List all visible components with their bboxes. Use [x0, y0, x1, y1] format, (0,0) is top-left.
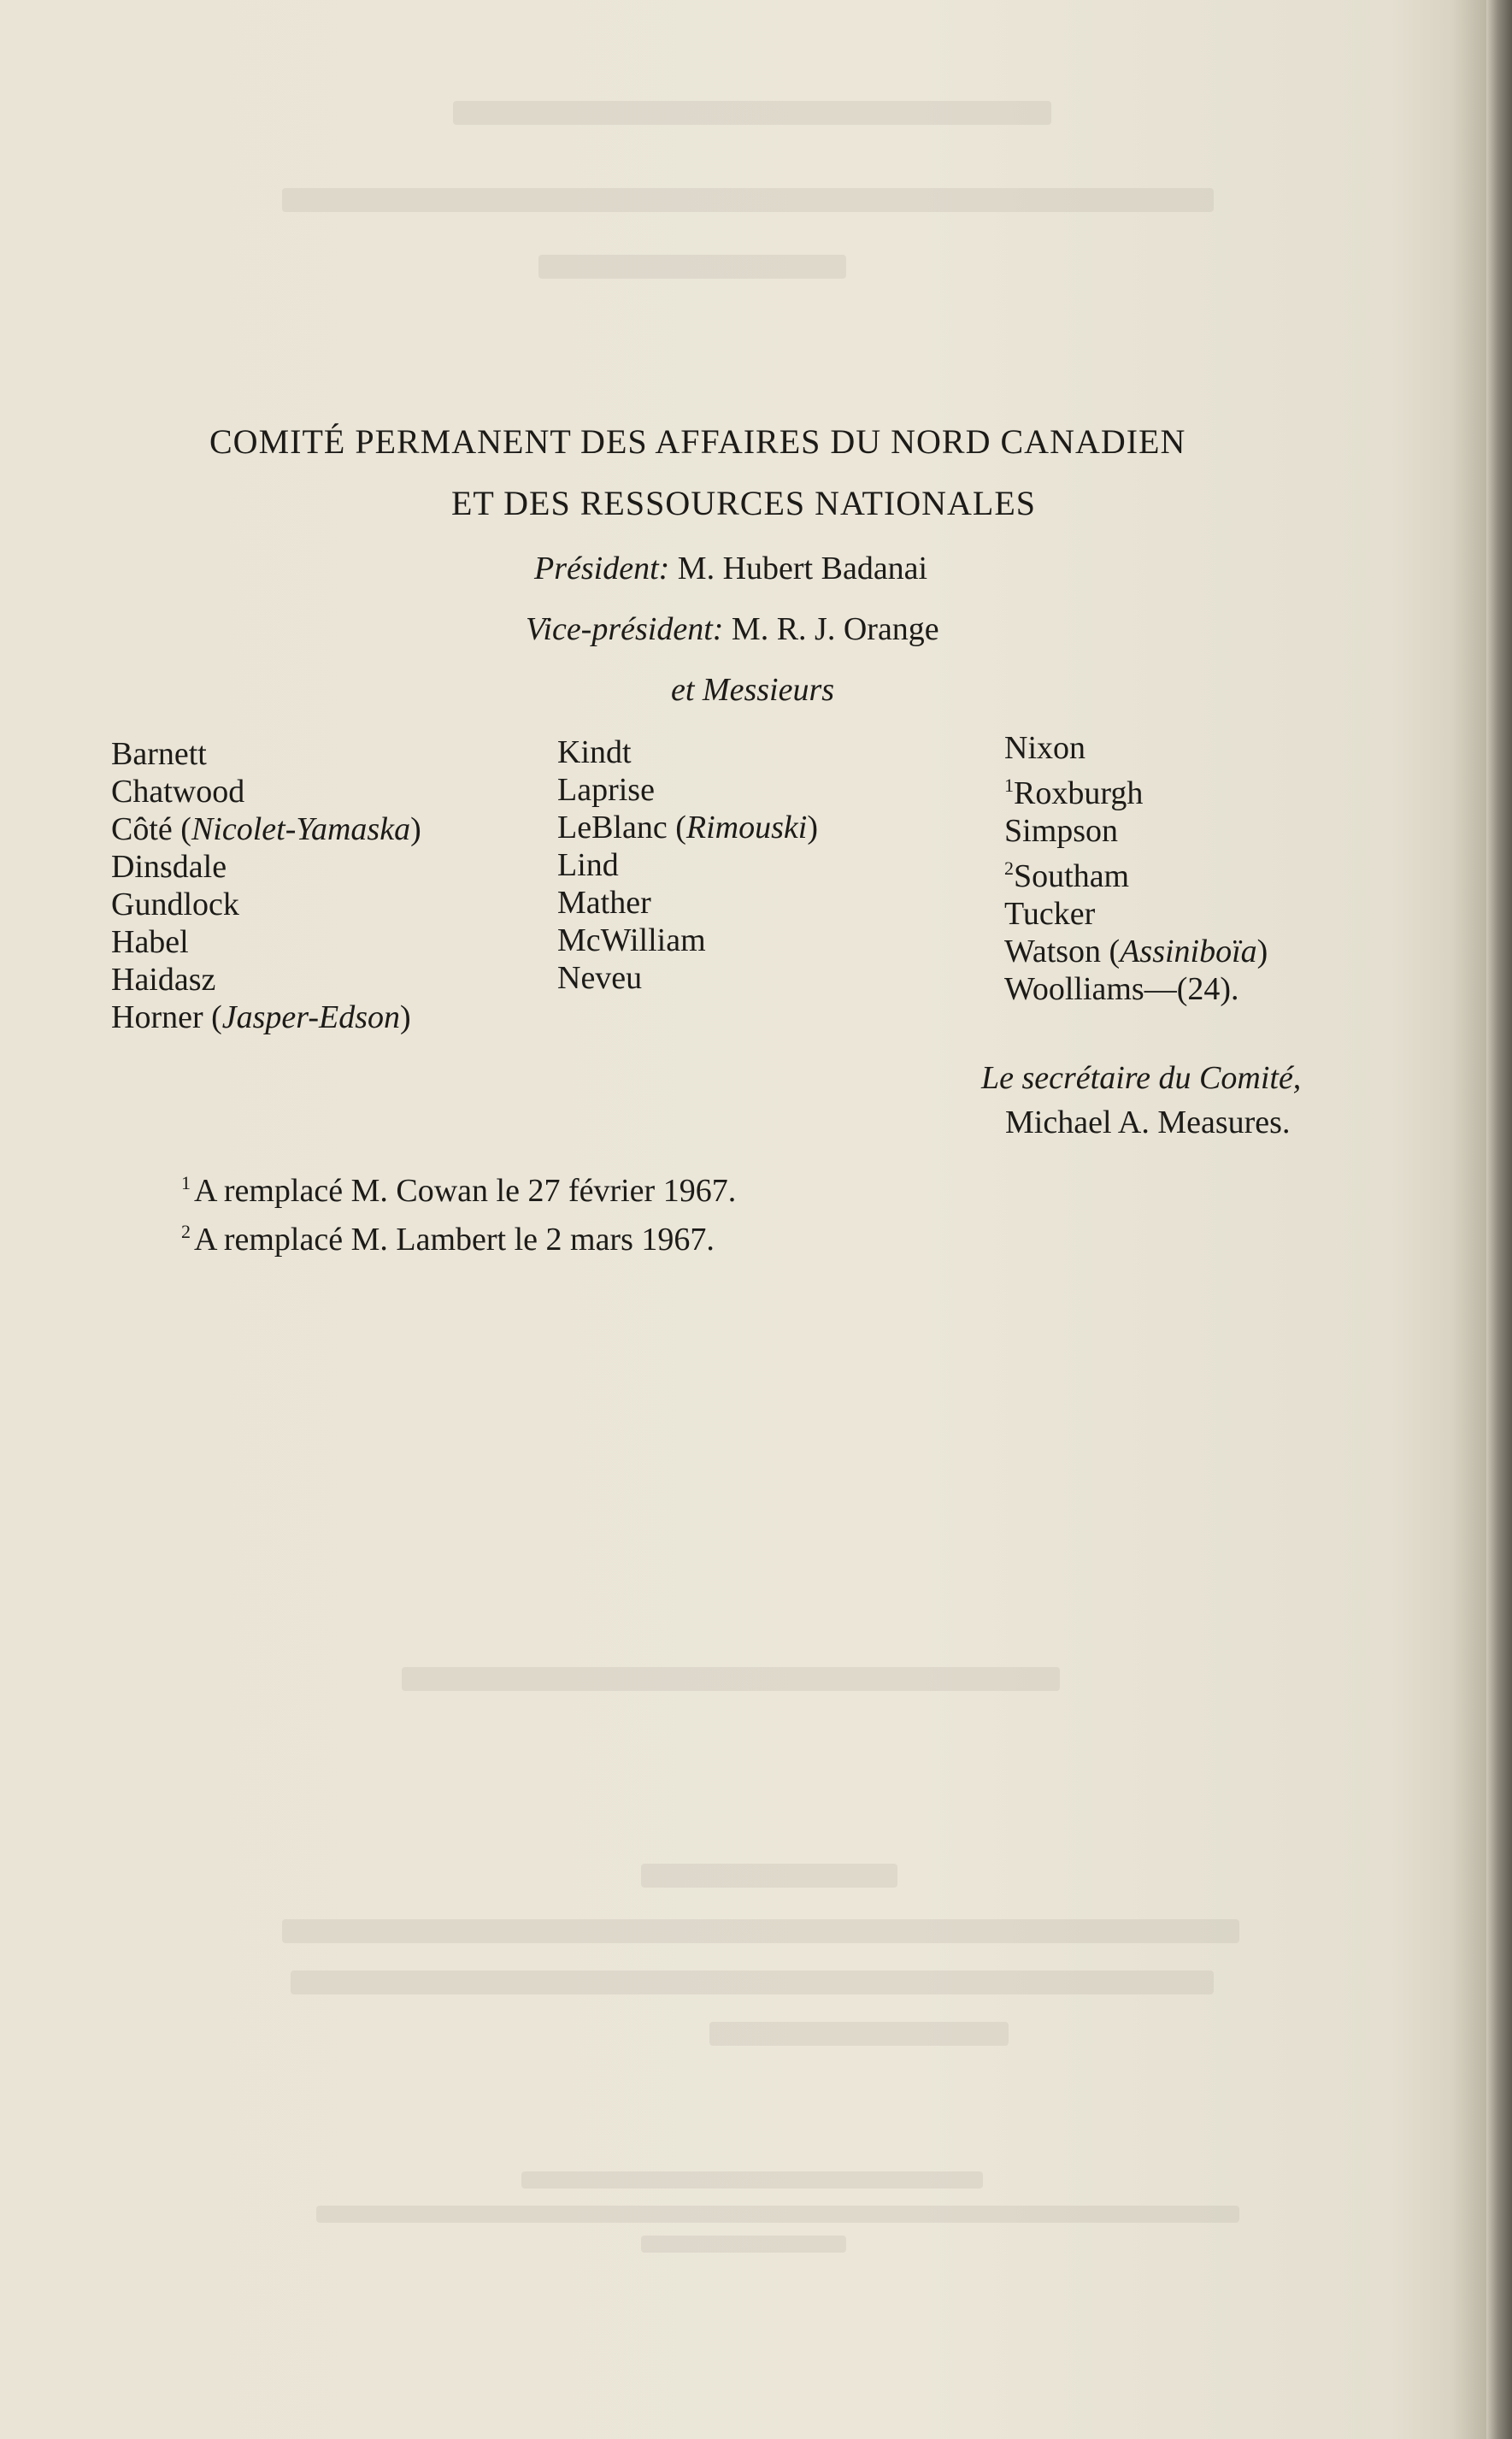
member-riding: Nicolet-Yamaska — [191, 811, 411, 847]
member-name — [1004, 812, 1268, 850]
member-surname: Watson — [1004, 934, 1102, 969]
member-name: Watson (Assiniboïa) — [1004, 934, 1268, 969]
member-name — [1004, 767, 1268, 812]
member-name — [1004, 850, 1268, 895]
member-name — [111, 923, 421, 961]
member-surname: LeBlanc — [557, 810, 668, 845]
footnote-mark: 1 — [1004, 775, 1014, 796]
member-riding: Rimouski — [685, 810, 808, 845]
committee-title-line2: ET DES RESSOURCES NATIONALES — [451, 484, 1036, 522]
member-name: Horner (Jasper-Edson) — [111, 999, 411, 1035]
secretary-name: Michael A. Measures. — [1005, 1105, 1291, 1140]
member-surname: Tucker — [1004, 896, 1096, 932]
footnote — [181, 1211, 736, 1260]
member-surname: Southam — [1014, 858, 1130, 894]
footnote-mark: 2 — [181, 1221, 191, 1242]
footnote-mark: 2 — [1004, 857, 1014, 879]
member-surname: Côté — [111, 811, 173, 847]
member-name — [557, 771, 818, 809]
member-surname: Laprise — [557, 772, 655, 808]
member-surname: Roxburgh — [1014, 775, 1144, 811]
member-name — [1004, 970, 1268, 1008]
member-surname: Barnett — [111, 736, 207, 772]
member-surname: Chatwood — [111, 774, 245, 810]
footnote — [181, 1163, 736, 1211]
vice-president-label: Vice-président: — [526, 611, 724, 647]
member-surname: Horner — [111, 999, 203, 1035]
members-column-2 — [557, 733, 818, 997]
member-riding: Assiniboïa — [1120, 934, 1257, 969]
committee-title-line1: COMITÉ PERMANENT DES AFFAIRES DU NORD CANADIEN — [209, 422, 1186, 461]
footnote-text: A remplacé M. Cowan le 27 février 1967. — [194, 1173, 737, 1209]
member-name — [111, 961, 421, 999]
members-column-3 — [1004, 729, 1268, 1008]
footnote-mark: 1 — [181, 1172, 191, 1193]
member-name — [1004, 729, 1268, 767]
secretary-signature — [981, 1056, 1301, 1145]
member-name — [1004, 895, 1268, 933]
member-surname: Woolliams—(24). — [1004, 971, 1239, 1007]
vice-president-name: M. R. J. Orange — [731, 611, 939, 647]
member-surname: Dinsdale — [111, 849, 227, 885]
secretary-label: Le secrétaire du Comité, — [981, 1060, 1302, 1096]
member-surname: McWilliam — [557, 922, 706, 958]
member-name: LeBlanc (Rimouski) — [557, 810, 818, 845]
member-name — [557, 846, 818, 884]
member-surname: Neveu — [557, 960, 643, 996]
member-surname: Lind — [557, 847, 619, 883]
member-name — [557, 884, 818, 922]
members-column-1 — [111, 735, 421, 1036]
member-name — [111, 848, 421, 886]
member-name — [111, 735, 421, 773]
footnote-text: A remplacé M. Lambert le 2 mars 1967. — [194, 1222, 715, 1258]
member-surname: Nixon — [1004, 730, 1085, 766]
messieurs-label: et Messieurs — [671, 672, 835, 708]
book-spine-shadow — [1486, 0, 1512, 2439]
member-name: Côté (Nicolet-Yamaska) — [111, 811, 421, 847]
president-line — [534, 550, 927, 587]
member-name — [111, 773, 421, 810]
vice-president-line — [526, 610, 939, 648]
president-name: M. Hubert Badanai — [677, 551, 928, 586]
member-name — [557, 959, 818, 997]
member-name — [557, 733, 818, 771]
footnotes — [181, 1163, 736, 1260]
member-surname: Gundlock — [111, 887, 239, 922]
member-name — [557, 922, 818, 959]
member-name — [111, 886, 421, 923]
member-riding: Jasper-Edson — [221, 999, 400, 1035]
member-surname: Habel — [111, 924, 189, 960]
president-label: Président: — [534, 551, 670, 586]
member-surname: Mather — [557, 885, 651, 921]
member-surname: Kindt — [557, 734, 632, 770]
member-surname: Simpson — [1004, 813, 1119, 849]
member-surname: Haidasz — [111, 962, 216, 998]
